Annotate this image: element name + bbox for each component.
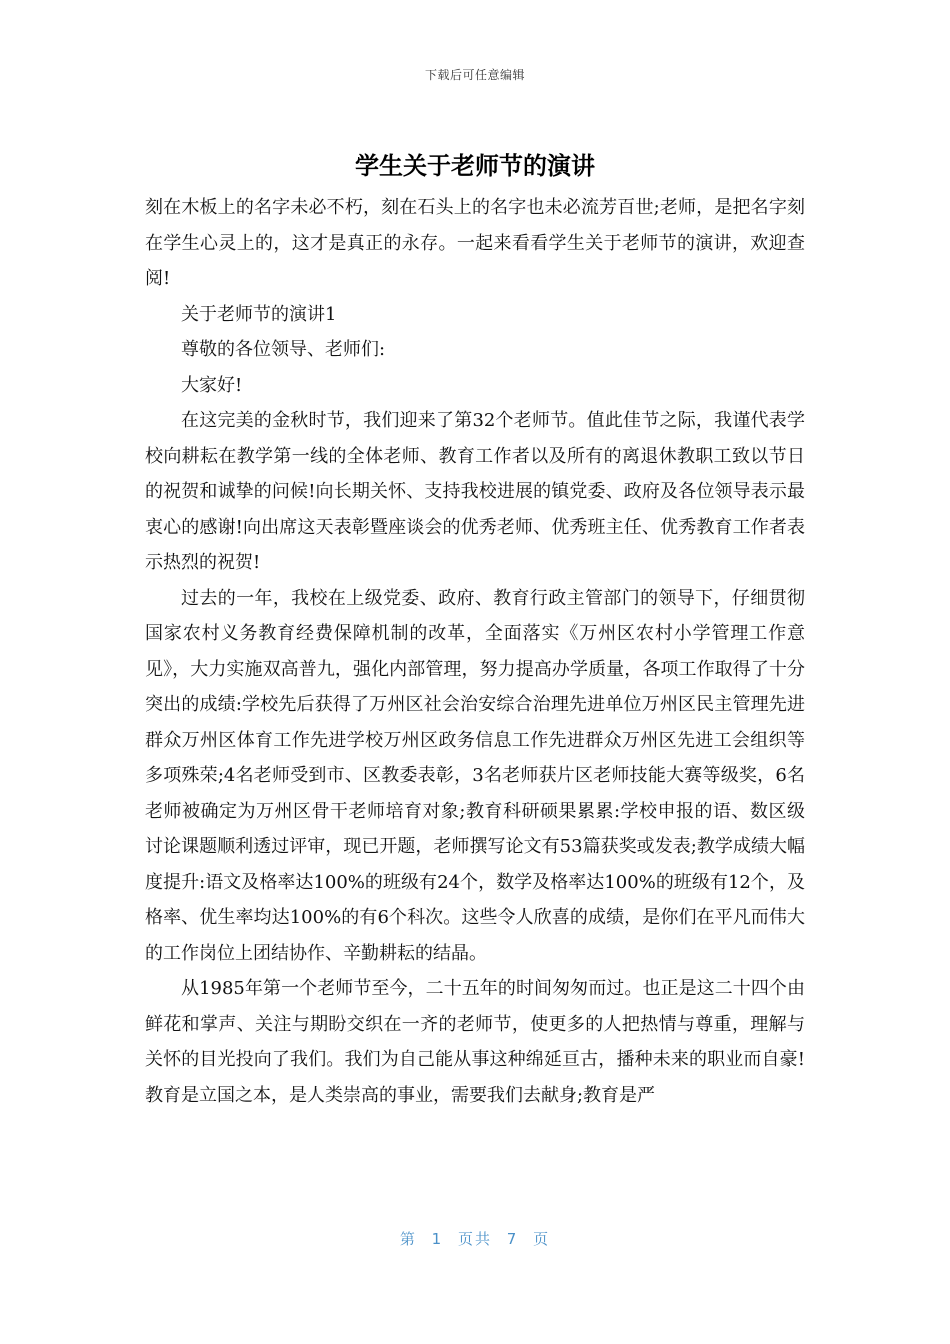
body-paragraph: 过去的一年，我校在上级党委、政府、教育行政主管部门的领导下，仔细贯彻国家农村义务教育经费保障机制的改革，全面落实《万州区农村小学管理工作意见》，大力实施双高普九，强化内部管理，努力提高办学质量，各项工作取得了十分突出的成绩:学校先后获得了万州区社会治安综合治理先进单位万州区民主管理先进群众万州区体育工作先进学校万州区政务信息工作先进群众万州区先进工会组织等多项殊荣;4名老师受到市、区教委表彰，3名老师获片区老师技能大赛等级奖，6名老师被确定为万州区骨干老师培育对象;教育科研硕果累累:学校申报的语、数区级讨论课题顺利透过评审，现已开题，老师撰写论文有53篇获奖或发表;教学成绩大幅度提升:语文及格率达100%的班级有24个，数学及格率达100%的班级有12个，及格率、优生率均达100%的有6个科次。这些令人欣喜的成绩，是你们在平凡而伟大的工作岗位上团结协作、辛勤耕耘的结晶。 [145, 587, 805, 964]
page-number: 第 1 页共 7 页 [399, 1230, 551, 1248]
body-paragraph: 从1985年第一个老师节至今，二十五年的时间匆匆而过。也正是这二十四个由鲜花和掌声、关注与期盼交织在一齐的老师节，使更多的人把热情与尊重，理解与关怀的目光投向了我们。我们为自己能从事这种绵延亘古，播种未来的职业而自豪!教育是立国之本，是人类崇高的事业，需要我们去献身;教育是严 [145, 978, 805, 1106]
document-title: 学生关于老师节的演讲 [355, 152, 595, 180]
header-note: 下载后可任意编辑 [424, 68, 525, 82]
greeting: 大家好! [181, 374, 243, 396]
body-paragraph: 在这完美的金秋时节，我们迎来了第32个老师节。值此佳节之际，我谨代表学校向耕耘在教学第一线的全体老师、教育工作者以及所有的离退休教职工致以节日的祝贺和诚挚的问候!向长期关怀、支持我校进展的镇党委、政府及各位领导表示最衷心的感谢!向出席这天表彰暨座谈会的优秀老师、优秀班主任、优秀教育工作者表示热烈的祝贺! [145, 410, 805, 573]
salutation: 尊敬的各位领导、老师们: [181, 339, 386, 360]
document-body [145, 190, 805, 1113]
speech-heading: 关于老师节的演讲1 [181, 303, 337, 325]
intro-paragraph: 刻在木板上的名字未必不朽，刻在石头上的名字也未必流芳百世;老师，是把名字刻在学生心灵上的，这才是真正的永存。一起来看看学生关于老师节的演讲，欢迎查阅! [145, 197, 805, 289]
